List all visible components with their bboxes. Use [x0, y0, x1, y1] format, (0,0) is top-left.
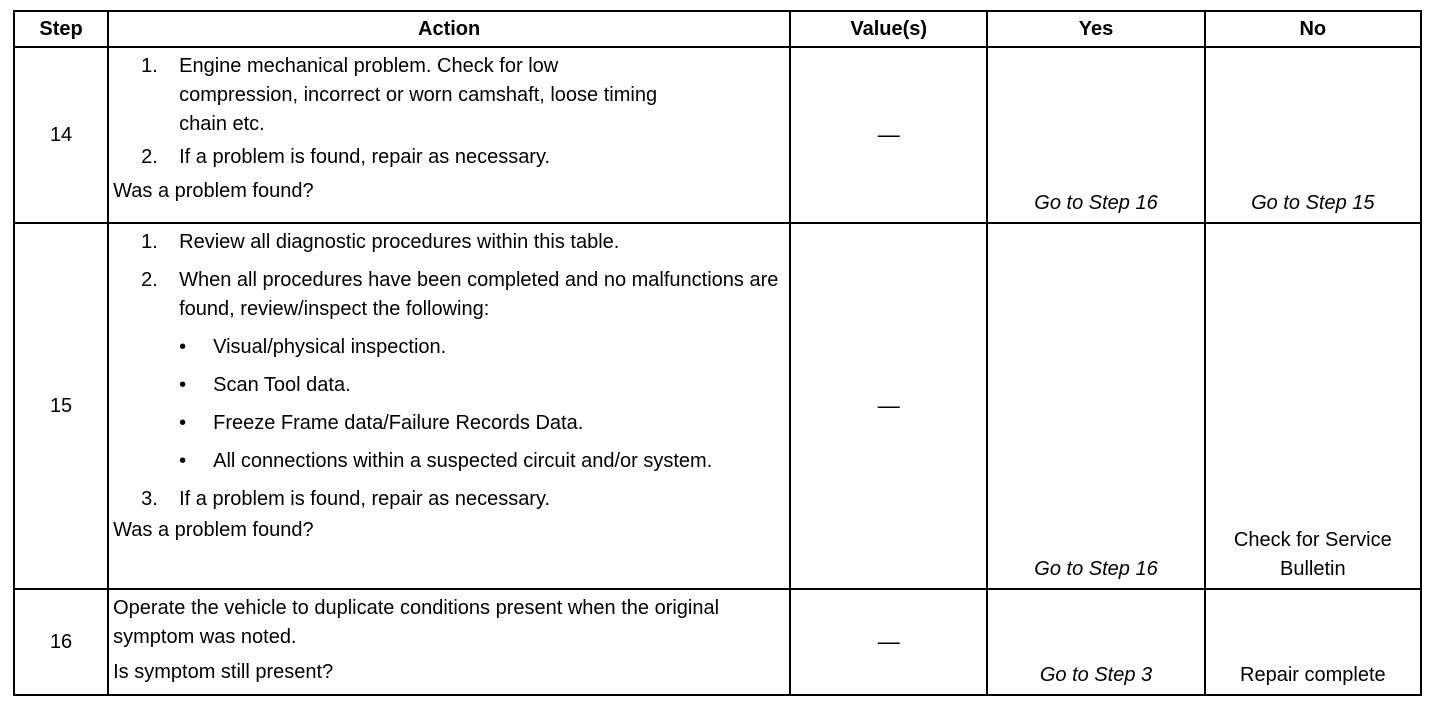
list-item [141, 143, 783, 172]
bullet-dot: • [179, 336, 187, 358]
item-number: 1. [141, 231, 158, 253]
action-cell [108, 47, 790, 223]
yes-cell: Go to Step 16 [987, 47, 1204, 223]
value-dash: — [877, 392, 900, 418]
value-dash: — [877, 628, 900, 654]
bullet-item [179, 371, 783, 400]
item-text: If a problem is found, repair as necessary. [179, 146, 551, 168]
header-no: No [1205, 11, 1421, 47]
no-cell: Go to Step 15 [1205, 47, 1421, 223]
value-dash: — [877, 121, 900, 147]
bullet-text: Freeze Frame data/Failure Records Data. [213, 412, 584, 434]
action-cell [108, 589, 790, 695]
bullet-dot: • [179, 374, 187, 396]
no-cell: Check for Service Bulletin [1205, 223, 1421, 589]
table-row [14, 47, 1421, 223]
item-number: 3. [141, 488, 158, 510]
table-row [14, 589, 1421, 695]
bullet-text: Visual/physical inspection. [213, 336, 447, 358]
question-text: Was a problem found? [113, 519, 314, 541]
action-cell [108, 223, 790, 589]
list-item [141, 52, 783, 139]
header-row [14, 11, 1421, 47]
header-step: Step [14, 11, 108, 47]
item-text: When all procedures have been completed and no malfunctions are found, review/inspect the following: [179, 269, 779, 320]
list-item [141, 266, 783, 324]
question-text: Is symptom still present? [113, 661, 334, 683]
list-item [141, 228, 783, 257]
value-cell [790, 223, 987, 589]
value-cell [790, 47, 987, 223]
bullet-item [179, 409, 783, 438]
item-number: 2. [141, 146, 158, 168]
step-number: 16 [14, 589, 108, 695]
item-number: 1. [141, 55, 158, 77]
action-text: Operate the vehicle to duplicate conditions present when the original symptom was noted. [113, 597, 720, 648]
item-text: If a problem is found, repair as necessary. [179, 488, 551, 510]
yes-cell: Go to Step 16 [987, 223, 1204, 589]
header-yes: Yes [987, 11, 1204, 47]
value-cell [790, 589, 987, 695]
step-number: 14 [14, 47, 108, 223]
item-text: Review all diagnostic procedures within this table. [179, 231, 620, 253]
diagnostic-table [13, 10, 1422, 696]
table-row [14, 223, 1421, 589]
bullet-text: Scan Tool data. [213, 374, 351, 396]
yes-cell: Go to Step 3 [987, 589, 1204, 695]
step-number: 15 [14, 223, 108, 589]
item-text: Engine mechanical problem. Check for low compression, incorrect or worn camshaft, loose timing chain etc. [179, 55, 658, 135]
bullet-item [179, 333, 783, 362]
list-item [141, 485, 783, 514]
bullet-item [179, 447, 783, 476]
bullet-text: All connections within a suspected circuit and/or system. [213, 450, 713, 472]
item-number: 2. [141, 269, 158, 291]
question-text: Was a problem found? [113, 180, 314, 202]
bullet-dot: • [179, 450, 187, 472]
header-action: Action [108, 11, 790, 47]
bullet-dot: • [179, 412, 187, 434]
no-cell: Repair complete [1205, 589, 1421, 695]
header-values: Value(s) [790, 11, 987, 47]
